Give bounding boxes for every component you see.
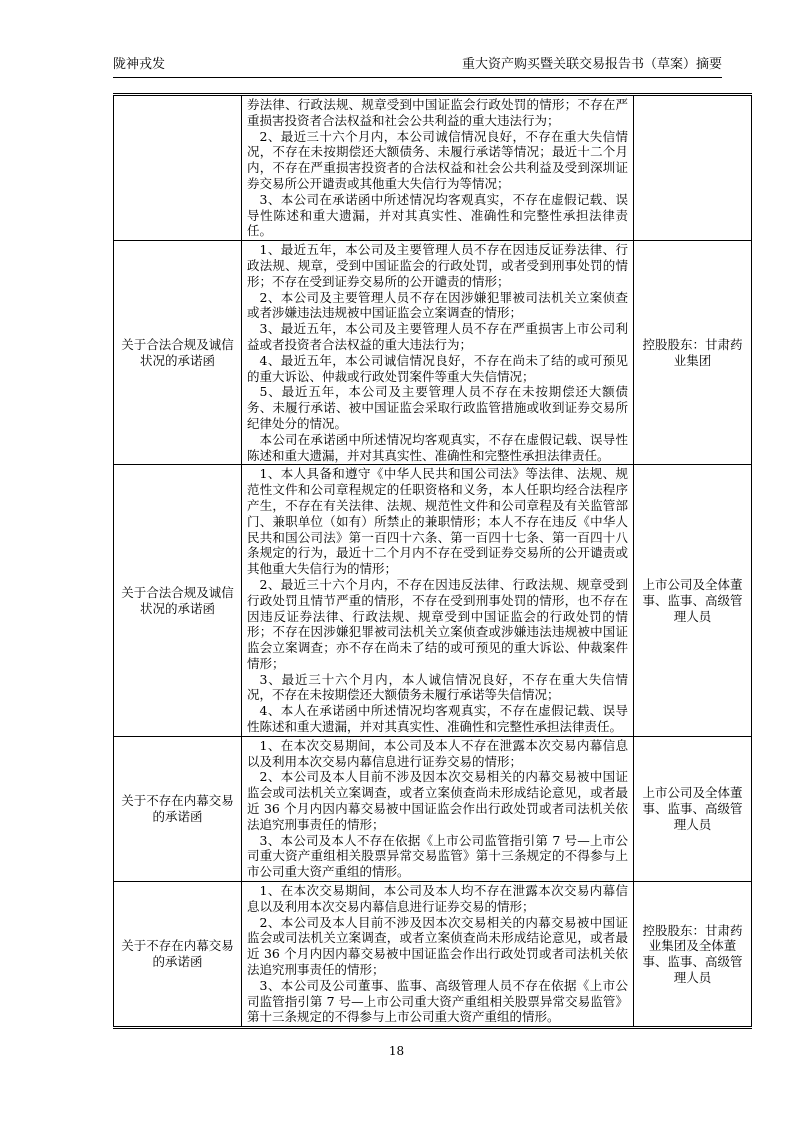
table-row [114,465,752,737]
commitment-paragraph: 3、本公司及公司董事、监事、高级管理人员不存在依据《上市公司监管指引第 7 号—上市公司重大资产重组相关股票异常交易监管》第十三条规定的不得参与上市公司重大资产重组的情形。 [247,977,628,1025]
page-header [113,53,722,78]
commitments-table [113,93,752,1029]
commitments-table-body [114,95,752,1028]
table-row [114,882,752,1028]
table-row [114,736,752,881]
commitment-paragraph: 1、本人具备和遵守《中华人民共和国公司法》等法律、法规、规范性文件和公司章程规定的任职资格和义务，本人任职均经合法程序产生，不存在有关法律、法规、规范性文件和公司章程及有关监管部门、兼职单位（如有）所禁止的兼职情形；本人不存在违反《中华人民共和国公司法》第一百四十六条、第一百四十七条、第一百四十八条规定的行为，最近十二个月内不存在受到证券交易所的公开谴责或其他重大失信行为的情形； [247,466,628,577]
commitment-paragraph: 3、本公司及本人不存在依据《上市公司监管指引第 7 号—上市公司重大资产重组相关股票异常交易监管》第十三条规定的不得参与上市公司重大资产重组的情形。 [247,832,628,880]
commitment-type-cell: 关于合法合规及诚信状况的承诺函 [114,465,242,737]
header-doc-short-title: 陇神戎发 [113,57,166,72]
commitment-type-cell [114,95,242,241]
commitment-type-cell: 关于不存在内幕交易的承诺函 [114,882,242,1028]
commitment-party-cell: 上市公司及全体董事、监事、高级管理人员 [634,736,752,881]
commitment-paragraph: 3、最近三十六个月内，本人诚信情况良好，不存在重大失信情况，不存在未按期偿还大额债务未履行承诺等失信情况； [247,671,628,703]
commitment-paragraph: 2、最近三十六个月内，本公司诚信情况良好，不存在重大失信情况，不存在未按期偿还大额债务、未履行承诺等情况；最近十二个月内，不存在严重损害投资者的合法权益和社会公共利益及受到深圳证券交易所公开谴责或其他重大失信行为等情况； [247,128,628,191]
page-number: 18 [388,1044,405,1058]
commitment-type-cell: 关于合法合规及诚信状况的承诺函 [114,241,242,465]
commitment-party-cell [634,95,752,241]
commitment-content-cell [242,95,634,241]
commitment-paragraph: 2、本公司及主要管理人员不存在因涉嫌犯罪被司法机关立案侦查或者涉嫌违法违规被中国证监会立案调查的情形； [247,289,628,321]
commitment-type-cell: 关于不存在内幕交易的承诺函 [114,736,242,881]
header-doc-full-title: 重大资产购买暨关联交易报告书（草案）摘要 [461,57,722,72]
commitment-content-cell [242,465,634,737]
commitment-paragraph: 1、最近五年，本公司及主要管理人员不存在因违反证券法律、行政法规、规章，受到中国证监会的行政处罚，或者受到刑事处罚的情形；不存在受到证券交易所的公开谴责的情形； [247,242,628,289]
commitment-party-cell: 控股股东：甘肃药业集团及全体董事、监事、高级管理人员 [634,882,752,1028]
commitment-paragraph: 1、在本次交易期间，本公司及本人不存在泄露本次交易内幕信息以及利用本次交易内幕信息进行证券交易的情形； [247,737,628,769]
commitment-paragraph: 3、本公司在承诺函中所述情况均客观真实，不存在虚假记载、误导性陈述和重大遗漏，并对其真实性、准确性和完整性承担法律责任。 [247,191,628,239]
commitment-paragraph: 3、最近五年，本公司及主要管理人员不存在严重损害上市公司利益或者投资者合法权益的重大违法行为； [247,321,628,352]
commitment-paragraph: 2、本公司及本人目前不涉及因本次交易相关的内幕交易被中国证监会或司法机关立案调查，或者立案侦查尚未形成结论意见，或者最近 36 个月内因内幕交易被中国证监会作出行政处罚或者司法机关依法追究刑事责任的情形； [247,769,628,832]
commitment-content-cell [242,241,634,465]
commitment-paragraph: 5、最近五年，本公司及主要管理人员不存在未按期偿还大额债务、未履行承诺、被中国证监会采取行政监管措施或收到证券交易所纪律处分的情况。 [247,384,628,431]
commitment-paragraph: 1、在本次交易期间，本公司及本人均不存在泄露本次交易内幕信息以及利用本次交易内幕信息进行证券交易的情形； [247,883,628,914]
commitment-paragraph: 4、本人在承诺函中所述情况均客观真实，不存在虚假记载、误导性陈述和重大遗漏，并对其真实性、准确性和完整性承担法律责任。 [247,703,628,735]
commitment-content-cell [242,882,634,1028]
commitment-paragraph: 4、最近五年，本公司诚信情况良好，不存在尚未了结的或可预见的重大诉讼、仲裁或行政处罚案件等重大失信情况； [247,352,628,384]
commitment-party-cell: 上市公司及全体董事、监事、高级管理人员 [634,465,752,737]
commitment-party-cell: 控股股东：甘肃药业集团 [634,241,752,465]
table-row [114,241,752,465]
table-row [114,95,752,241]
commitment-paragraph: 券法律、行政法规、规章受到中国证监会行政处罚的情形；不存在严重损害投资者合法权益和社会公共利益的重大违法行为； [247,97,628,128]
commitment-paragraph: 本公司在承诺函中所述情况均客观真实，不存在虚假记载、误导性陈述和重大遗漏，并对其真实性、准确性和完整性承担法律责任。 [247,431,628,463]
commitment-paragraph: 2、本公司及本人目前不涉及因本次交易相关的内幕交易被中国证监会或司法机关立案调查，或者立案侦查尚未形成结论意见，或者最近 36 个月内因内幕交易被中国证监会作出行政处罚或者司法机关依法追究刑事责任的情形； [247,914,628,978]
commitment-paragraph: 2、最近三十六个月内，不存在因违反法律、行政法规、规章受到行政处罚且情节严重的情形，不存在受到刑事处罚的情形，也不存在因违反证券法律、行政法规、规章受到中国证监会的行政处罚的情形；不存在因涉嫌犯罪被司法机关立案侦查或涉嫌违法违规被中国证监会立案调查；亦不存在尚未了结的或可预见的重大诉讼、仲裁案件情形； [247,576,628,671]
commitment-content-cell [242,736,634,881]
page-footer [0,1044,793,1058]
